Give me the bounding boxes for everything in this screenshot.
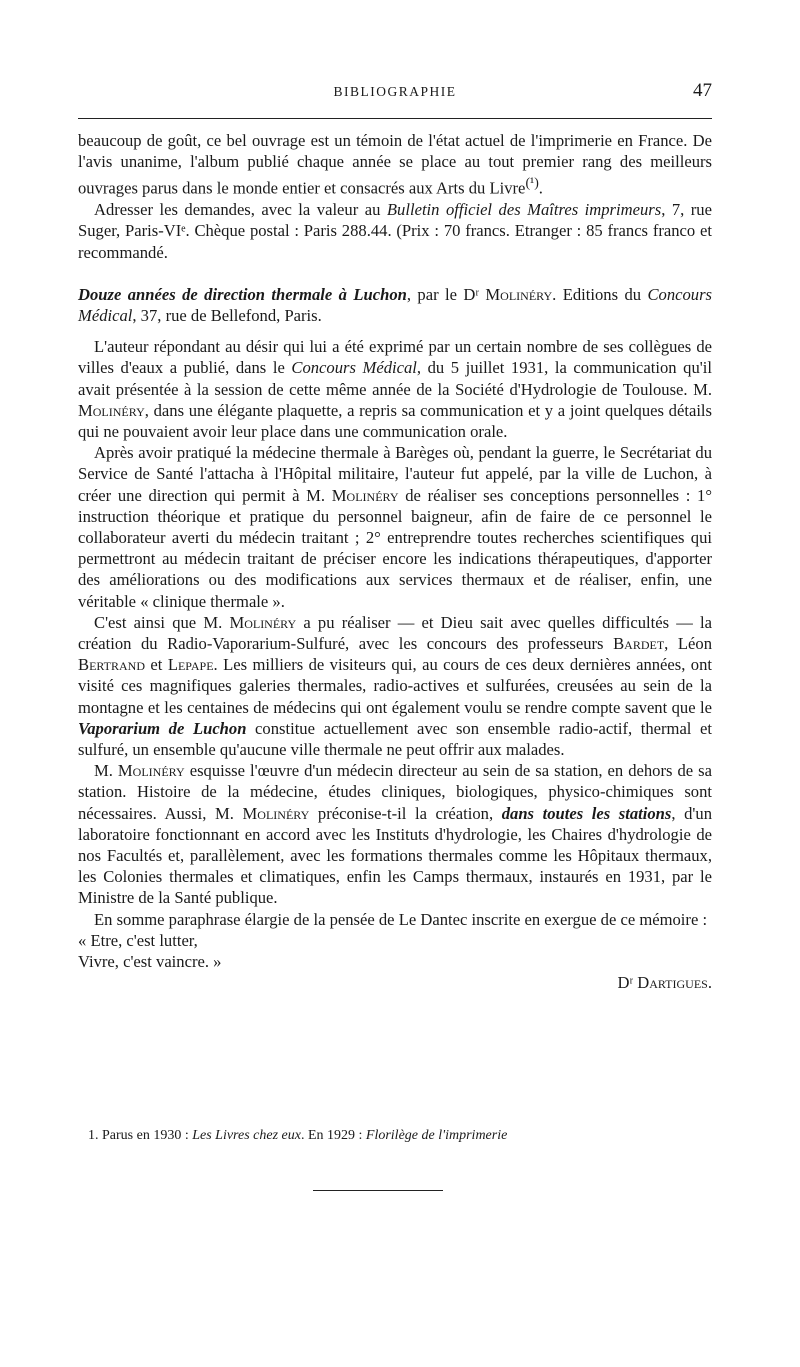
paragraph: C'est ainsi que M. Molinéry a pu réaliser — et Dieu sait avec quelles difficultés — la création du Radio-Vaporarium-Sulfuré, avec les concours des professeurs Bardet, Léon Bertrand et Lepape. Les milliers de visiteurs qui, au cours de ces deux dernières années, ont visité ces magnifiques galeries thermales, radio-actives et sulfurées, creusées au sein de la montagne et les centaines de médecins qui ont également voulu se rendre compte savent que le Vaporarium de Luchon constitue actuellement avec son ensemble radio-actif, thermal et sulfuré, un ensemble qu'aucune ville thermale ne peut offrir aux malades. xyxy=(78,612,713,760)
publisher-name: Concours Médical xyxy=(78,284,713,325)
quote-line: « Etre, c'est lutter, xyxy=(78,930,198,950)
author-name: Molinéry xyxy=(485,284,553,304)
paragraph-continuation: beaucoup de goût, ce bel ouvrage est un témoin de l'état actuel de l'imprimerie en France. De l'avis unanime, l'album publié chaque année se place au tout premier rang des meilleurs ouvrages parus dans le monde entier et consacrés aux Arts du Livre$^{(^1)}$. xyxy=(78,131,712,198)
paragraph: Après avoir pratiqué la médecine thermale à Barèges où, pendant la guerre, le Secrétariat du Service de Santé l'attacha à l'Hôpital militaire, l'auteur fut appelé, par la ville de Luchon, à créer une direction qui permit à M. Molinéry de réaliser ses conceptions personnelles : 1° instruction théorique et pratique du personnel baigneur, afin de faire de ce personnel le collaborateur averti du médecin traitant ; 2° entreprendre toutes recherches scientifiques qui permettront au médecin traitant de préciser encore les indications thérapeutiques, d'apporter des améliorations ou des modifications aux services thermaux et de réaliser, enfin, une véritable « clinique thermale ». xyxy=(78,443,712,611)
page-header xyxy=(78,80,712,104)
book-title: Douze années de direction thermale à Luchon xyxy=(78,284,407,304)
page-number: 47 xyxy=(693,80,712,101)
footnote-reference: (¹) xyxy=(525,175,539,191)
review-heading: Douze années de direction thermale à Luchon, par le Dʳ Molinéry. Editions du Concours Médical, 37, rue de Bellefond, Paris. xyxy=(78,284,713,325)
spacer xyxy=(78,263,712,284)
paragraph-ordering-info: Adresser les demandes, avec la valeur au Bulletin officiel des Maîtres imprimeurs, 7, rue Suger, Paris-VIᵉ. Chèque postal : Paris 288.44. (Prix : 70 francs. Etranger : 85 francs franco et recommandé. xyxy=(78,200,712,262)
signature: Dʳ Dartigues. xyxy=(617,973,712,993)
journal-title: Bulletin officiel des Maîtres imprimeurs xyxy=(386,200,662,220)
spacer xyxy=(78,326,712,336)
paragraph: L'auteur répondant au désir qui lui a été exprimé par un certain nombre de ses collègues de villes d'eaux a publié, dans le Concours Médical, du 5 juillet 1931, la communication qu'il avait présentée à la session de cette même année de la Société d'Hydrologie de Toulouse. M. Molinéry, dans une élégante plaquette, a repris sa communication et y a joint quelques détails qui ne pouvaient avoir leur place dans une communication orale. xyxy=(78,337,712,441)
body-text xyxy=(78,130,712,993)
header-rule xyxy=(78,118,712,119)
quote-line: Vivre, c'est vaincre. » xyxy=(78,952,222,972)
end-rule xyxy=(313,1190,443,1191)
footnote: 1. Parus en 1930 : Les Livres chez eux. En 1929 : Florilège de l'imprimerie xyxy=(88,1128,508,1143)
running-title: BIBLIOGRAPHIE xyxy=(333,84,457,99)
paragraph: M. Molinéry esquisse l'œuvre d'un médecin directeur au sein de sa station, en dehors de sa station. Histoire de la médecine, études cliniques, biologiques, physico-chimiques sont nécessaires. Aussi, M. Molinéry préconise-t-il la création, dans toutes les stations, d'un laboratoire fonctionnant en accord avec les Instituts d'hydrologie, les Chaires d'hydrologie de nos Facultés et, parallèlement, avec les formations thermales comme les Hôpitaux thermaux, les Colonies thermales et climatiques, enfin les Camps thermaux, instaurés en 1931, par le Ministre de la Santé publique. xyxy=(78,761,713,908)
paragraph: En somme paraphrase élargie de la pensée de Le Dantec inscrite en exergue de ce mémoire : xyxy=(94,909,708,929)
